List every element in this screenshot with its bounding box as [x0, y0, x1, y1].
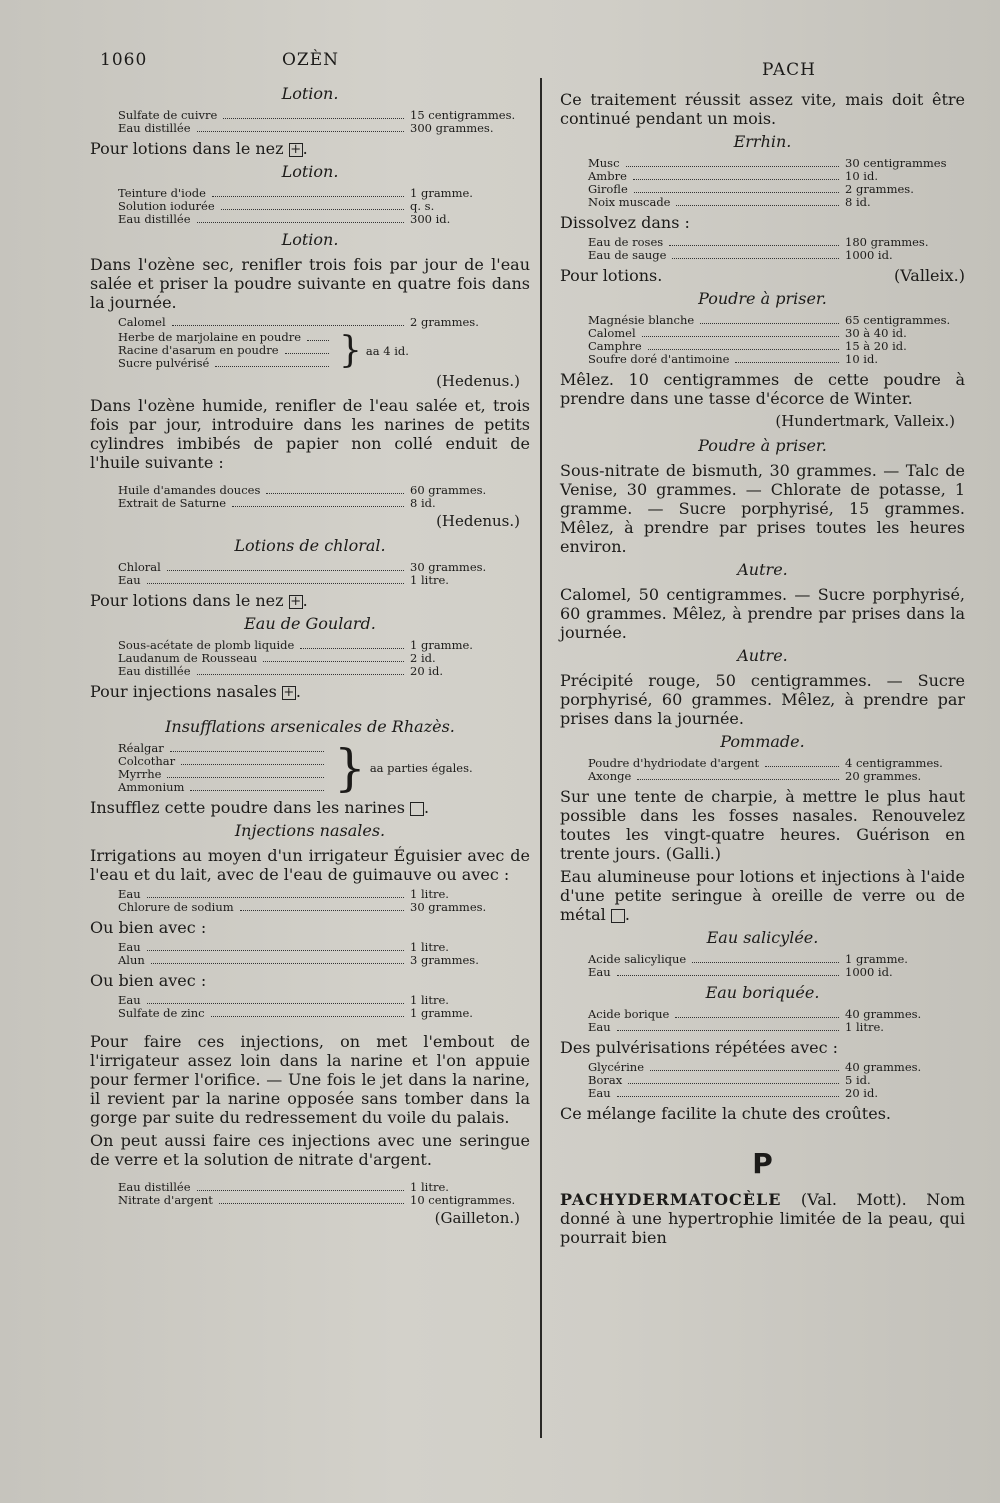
dot-leader	[650, 1070, 839, 1071]
dot-leader	[167, 777, 324, 778]
ingredient-qty: 300 id.	[410, 212, 451, 226]
dot-leader	[642, 336, 839, 337]
ingredient-name: Sous-acétate de plomb liquide	[118, 638, 295, 652]
paragraph: Ce mélange facilite la chute des croûtes.	[560, 1104, 891, 1123]
paragraph: On peut aussi faire ces injections avec une seringue de verre et la solution de nitrate d'argent.	[90, 1131, 530, 1169]
ingredient-qty: 1 litre.	[410, 940, 449, 954]
ingredient-name: Acide borique	[588, 1007, 670, 1021]
dot-leader	[672, 258, 839, 259]
ingredient-name: Sulfate de cuivre	[118, 108, 218, 122]
group-qty: aa 4 id.	[365, 343, 409, 358]
ingredient-qty: q. s.	[410, 199, 435, 213]
paragraph: Calomel, 50 centigrammes. — Sucre porphyrisé, 60 grammes. Mêlez, à prendre par prises dans la journée.	[560, 585, 965, 642]
recipe-title: Poudre à priser.	[698, 289, 827, 308]
entry-text: (Val. Mott). Nom donné à une hypertrophie limitée de la peau, qui pourrait bien	[560, 1190, 965, 1247]
dot-leader	[147, 1003, 404, 1004]
recipe-title: Eau de Goulard.	[244, 614, 376, 633]
recipe-list	[560, 314, 965, 366]
plus-box-symbol	[282, 686, 296, 700]
paragraph: Précipité rouge, 50 centigrammes. — Sucre porphyrisé, 60 grammes. Mêlez, à prendre par prises dans la journée.	[560, 671, 965, 728]
running-head-left: OZÈN	[282, 50, 340, 70]
ingredient-name: Calomel	[588, 326, 636, 340]
paragraph: Ou bien avec :	[90, 971, 207, 990]
plus-box-symbol	[289, 143, 303, 157]
recipe-title: Insufflations arsenicales de Rhazès.	[165, 717, 455, 736]
usage-note-text: Insufflez cette poudre dans les narines	[90, 798, 405, 817]
ingredient-qty: 2 grammes.	[845, 182, 914, 196]
ingredient-row	[90, 122, 530, 135]
recipe-list	[90, 1181, 530, 1207]
ingredient-row	[90, 316, 530, 329]
dot-leader	[633, 179, 839, 180]
dot-leader	[170, 751, 324, 752]
ingredient-name: Ammonium	[118, 780, 185, 794]
dot-leader	[232, 506, 404, 507]
ingredient-name: Eau distillée	[118, 1180, 191, 1194]
entry-headword: PACHYDERMATOCÈLE	[560, 1190, 782, 1209]
ingredient-name: Axonge	[588, 769, 632, 783]
ingredient-qty: 8 id.	[410, 496, 436, 510]
dot-leader	[637, 779, 839, 780]
recipe-list	[90, 639, 530, 678]
ingredient-name: Colcothar	[118, 754, 176, 768]
dot-leader	[190, 790, 324, 791]
ingredient-qty: 10 id.	[845, 352, 878, 366]
ingredient-name: Ambre	[588, 169, 627, 183]
dot-leader	[675, 1017, 839, 1018]
ingredient-group	[90, 739, 530, 797]
ingredient-name: Chlorure de sodium	[118, 900, 234, 914]
dot-leader	[634, 192, 839, 193]
dot-leader	[300, 648, 404, 649]
ingredient-qty: 1 gramme.	[410, 638, 473, 652]
section-title: Injections nasales.	[234, 821, 386, 840]
group-names	[90, 331, 335, 370]
ingredient-row	[560, 1008, 965, 1021]
paragraph: Mêlez. 10 centigrammes de cette poudre à prendre dans une tasse d'écorce de Winter.	[560, 370, 965, 408]
recipe-list	[560, 1008, 965, 1034]
dot-leader	[197, 1190, 404, 1191]
ingredient-name: Eau	[118, 993, 141, 1007]
ingredient-row	[560, 966, 965, 979]
ingredient-row	[90, 1194, 530, 1207]
ingredient-name: Eau	[588, 965, 611, 979]
ingredient-group	[90, 331, 530, 370]
right-column	[560, 80, 965, 1251]
dot-leader	[197, 674, 404, 675]
recipe-list	[90, 484, 530, 510]
usage-note-text: Pour lotions dans le nez	[90, 139, 284, 158]
dot-leader	[223, 118, 404, 119]
pour-lotions-text: Pour lotions.	[560, 266, 663, 285]
ingredient-qty: 2 grammes.	[410, 315, 479, 329]
dot-leader	[197, 222, 404, 223]
plus-box-symbol	[289, 595, 303, 609]
dot-leader	[307, 340, 329, 341]
ingredient-name: Glycérine	[588, 1060, 644, 1074]
ingredient-qty: 1 litre.	[410, 573, 449, 587]
ingredient-qty: 1 gramme.	[410, 186, 473, 200]
usage-note: Pour lotions dans le nez + .	[90, 139, 530, 158]
ingredient-name: Eau	[588, 1020, 611, 1034]
ingredient-qty: 40 grammes.	[845, 1060, 922, 1074]
ingredient-qty: 2 id.	[410, 651, 436, 665]
dot-leader	[676, 205, 839, 206]
ingredient-name: Solution iodurée	[118, 199, 215, 213]
ingredient-qty: 10 id.	[845, 169, 878, 183]
recipe-title: Lotion.	[281, 84, 339, 103]
recipe-title: Eau boriquée.	[705, 983, 820, 1002]
ingredient-name: Eau	[118, 940, 141, 954]
recipe-list	[560, 757, 965, 783]
ingredient-qty: 300 grammes.	[410, 121, 494, 135]
ingredient-name: Calomel	[118, 315, 166, 329]
dot-leader	[221, 209, 404, 210]
dot-leader	[240, 910, 404, 911]
ingredient-name: Nitrate d'argent	[118, 1193, 213, 1207]
ingredient-name: Eau de roses	[588, 235, 664, 249]
paragraph: Des pulvérisations répétées avec :	[560, 1038, 839, 1057]
ingredient-qty: 40 grammes.	[845, 1007, 922, 1021]
ingredient-qty: 1 litre.	[410, 887, 449, 901]
left-column	[90, 80, 530, 1233]
ingredient-row	[90, 574, 530, 587]
usage-note: Pour injections nasales + .	[90, 682, 530, 701]
ingredient-qty: 5 id.	[845, 1073, 871, 1087]
ingredient-qty: 20 id.	[845, 1086, 878, 1100]
recipe-list	[90, 994, 530, 1020]
ingredient-row	[560, 770, 965, 783]
ingredient-qty: 1 litre.	[410, 1180, 449, 1194]
dot-leader	[167, 570, 404, 571]
recipe-list	[90, 941, 530, 967]
paragraph: Dans l'ozène humide, renifler de l'eau salée et, trois fois par jour, introduire dans les narines de petits cylindres imbibés de papier non collé enduit de l'huile suivante :	[90, 396, 530, 472]
paragraph	[560, 787, 965, 863]
group-ingredient	[90, 357, 335, 370]
ingredient-qty: 4 centigrammes.	[845, 756, 943, 770]
recipe-title: Lotions de chloral.	[234, 536, 386, 555]
usage-note-text: Pour injections nasales	[90, 682, 277, 701]
dot-leader	[147, 950, 404, 951]
ingredient-qty: 180 grammes.	[845, 235, 929, 249]
ingredient-qty: 20 grammes.	[845, 769, 922, 783]
ingredient-qty: 1 gramme.	[410, 1006, 473, 1020]
ingredient-qty: 1000 id.	[845, 965, 893, 979]
ingredient-name: Alun	[118, 953, 145, 967]
ingredient-qty: 10 centigrammes.	[410, 1193, 516, 1207]
dot-leader	[628, 1083, 839, 1084]
ingredient-name: Eau distillée	[118, 212, 191, 226]
dot-leader	[147, 897, 404, 898]
ingredient-qty: 30 grammes.	[410, 900, 487, 914]
ingredient-name: Soufre doré d'antimoine	[588, 352, 730, 366]
dot-leader	[700, 323, 839, 324]
recipe-list	[560, 157, 965, 209]
ingredient-name: Acide salicylique	[588, 952, 687, 966]
recipe-list	[90, 561, 530, 587]
ingredient-row	[560, 1087, 965, 1100]
dot-leader	[617, 975, 839, 976]
ingredient-name: Racine d'asarum en poudre	[118, 343, 279, 357]
dot-leader	[212, 196, 404, 197]
ingredient-row	[90, 954, 530, 967]
ingredient-name: Eau	[118, 887, 141, 901]
square-box-symbol	[410, 802, 424, 816]
citation: (Hedenus.)	[436, 372, 520, 390]
usage-note: Pour lotions dans le nez + .	[90, 591, 530, 610]
square-box-symbol	[611, 909, 625, 923]
ingredient-row	[560, 953, 965, 966]
dot-leader	[285, 353, 329, 354]
ingredient-name: Eau	[118, 573, 141, 587]
ingredient-name: Réalgar	[118, 741, 164, 755]
ingredient-name: Magnésie blanche	[588, 313, 695, 327]
alumineuse-text: Eau alumineuse pour lotions et injections à l'aide d'une petite seringue à oreille de verre ou de métal	[560, 867, 965, 924]
ingredient-name: Girofle	[588, 182, 628, 196]
recipe-title: Poudre à priser.	[698, 436, 827, 455]
ingredient-qty: 1 litre.	[410, 993, 449, 1007]
dot-leader	[669, 245, 839, 246]
ingredient-name: Huile d'amandes douces	[118, 483, 261, 497]
ingredient-row	[560, 1021, 965, 1034]
recipe-list	[560, 1061, 965, 1100]
brace-symbol: }	[334, 739, 366, 797]
group-qty: aa parties égales.	[369, 761, 473, 775]
ingredient-qty: 15 centigrammes.	[410, 108, 516, 122]
dot-leader	[617, 1030, 839, 1031]
paragraph: Dissolvez dans :	[560, 213, 690, 232]
recipe-list	[90, 187, 530, 226]
dot-leader	[735, 362, 839, 363]
dot-leader	[263, 661, 404, 662]
citation: (Hundertmark, Valleix.)	[775, 412, 955, 430]
dictionary-entry	[560, 1190, 965, 1247]
ingredient-row	[560, 249, 965, 262]
ingredient-name: Eau distillée	[118, 664, 191, 678]
ingredient-qty: 1 gramme.	[845, 952, 908, 966]
column-divider	[540, 78, 542, 1438]
recipe-title: Errhin.	[733, 132, 792, 151]
ingredient-qty: 65 centigrammes.	[845, 313, 951, 327]
recipe-title: Eau salicylée.	[706, 928, 819, 947]
ingredient-name: Laudanum de Rousseau	[118, 651, 258, 665]
brace-symbol: }	[339, 329, 362, 371]
ingredient-name: Sulfate de zinc	[118, 1006, 205, 1020]
ingredient-qty: 60 grammes.	[410, 483, 487, 497]
paragraph: Ce traitement réussit assez vite, mais doit être continué pendant un mois.	[560, 90, 965, 128]
ingredient-name: Extrait de Saturne	[118, 496, 227, 510]
ingredient-qty: 8 id.	[845, 195, 871, 209]
recipe-title: Lotion.	[281, 162, 339, 181]
recipe-title: Autre.	[737, 560, 788, 579]
recipe-list	[90, 109, 530, 135]
citation: (Galli.)	[665, 844, 722, 863]
citation: (Valleix.)	[893, 266, 965, 285]
ingredient-name: Musc	[588, 156, 620, 170]
ingredient-name: Teinture d'iode	[118, 186, 206, 200]
paragraph: Dans l'ozène sec, renifler trois fois par jour de l'eau salée et priser la poudre suivante en quatre fois dans la journée.	[90, 255, 530, 312]
citation: (Hedenus.)	[436, 512, 520, 530]
recipe-title: Autre.	[737, 646, 788, 665]
ingredient-name: Borax	[588, 1073, 623, 1087]
ingredient-name: Poudre d'hydriodate d'argent	[588, 756, 760, 770]
dot-leader	[211, 1016, 404, 1017]
ingredient-row	[560, 353, 965, 366]
ingredient-name: Sucre pulvérisé	[118, 356, 210, 370]
recipe-list	[560, 236, 965, 262]
ingredient-qty: 30 à 40 id.	[845, 326, 907, 340]
dot-leader	[181, 764, 324, 765]
paragraph	[560, 266, 965, 285]
ingredient-qty: 1 litre.	[845, 1020, 884, 1034]
dot-leader	[648, 349, 839, 350]
ingredient-name: Myrrhe	[118, 767, 162, 781]
ingredient-row	[560, 196, 965, 209]
ingredient-name: Eau de sauge	[588, 248, 667, 262]
ingredient-qty: 20 id.	[410, 664, 443, 678]
recipe-list	[90, 888, 530, 914]
dot-leader	[172, 325, 404, 326]
usage-note: Insufflez cette poudre dans les narines .	[90, 798, 430, 817]
recipe-title: Pommade.	[720, 732, 805, 751]
paragraph: Pour faire ces injections, on met l'embout de l'irrigateur assez loin dans la narine et l'on appuie pour fermer l'orifice. — Une fois le jet dans la narine, il revient par la narine opposée sans tomber dans la gorge par suite du redressement du voile du palais.	[90, 1032, 530, 1127]
dot-leader	[197, 131, 404, 132]
group-names	[90, 742, 330, 794]
dot-leader	[617, 1096, 839, 1097]
ingredient-name: Camphre	[588, 339, 642, 353]
dot-leader	[215, 366, 329, 367]
ingredient-name: Chloral	[118, 560, 161, 574]
ingredient-row	[90, 1007, 530, 1020]
page-number: 1060	[100, 50, 148, 70]
paragraph: Ou bien avec :	[90, 918, 207, 937]
ingredient-qty: 15 à 20 id.	[845, 339, 907, 353]
usage-note-text: Pour lotions dans le nez	[90, 591, 284, 610]
ingredient-row	[90, 561, 530, 574]
paragraph: Eau alumineuse pour lotions et injections à l'aide d'une petite seringue à oreille de verre ou de métal .	[560, 867, 965, 924]
ingredient-name: Herbe de marjolaine en poudre	[118, 330, 302, 344]
dot-leader	[147, 583, 404, 584]
recipe-title: Lotion.	[281, 230, 339, 249]
ingredient-name: Noix muscade	[588, 195, 671, 209]
ingredient-row	[90, 901, 530, 914]
dot-leader	[151, 963, 404, 964]
group-ingredient	[90, 781, 330, 794]
ingredient-qty: 1000 id.	[845, 248, 893, 262]
ingredient-row	[560, 1074, 965, 1087]
ingredient-qty: 30 centigrammes	[845, 156, 947, 170]
ingredient-name: Eau distillée	[118, 121, 191, 135]
section-letter: P	[752, 1147, 773, 1180]
dot-leader	[626, 166, 839, 167]
ingredient-qty: 3 grammes.	[410, 953, 479, 967]
ingredient-name: Eau	[588, 1086, 611, 1100]
recipe-list	[560, 953, 965, 979]
dot-leader	[765, 766, 839, 767]
dot-leader	[219, 1203, 404, 1204]
ingredient-row	[90, 497, 530, 510]
ingredient-row	[90, 213, 530, 226]
paragraph: Sous-nitrate de bismuth, 30 grammes. — Talc de Venise, 30 grammes. — Chlorate de potasse, 1 gramme. — Sucre porphyrisé, 15 grammes. Mêlez, à prendre par prises toutes les heures environ.	[560, 461, 965, 556]
ingredient-row	[90, 665, 530, 678]
dot-leader	[692, 962, 839, 963]
ingredient-qty: 30 grammes.	[410, 560, 487, 574]
citation: (Gailleton.)	[434, 1209, 520, 1227]
charpie-text: Sur une tente de charpie, à mettre le plus haut possible dans les fosses nasales. Renouvelez toutes les vingt-quatre heures. Guérison en trente jours.	[560, 787, 965, 863]
running-head-right: PACH	[762, 60, 816, 80]
paragraph: Irrigations au moyen d'un irrigateur Éguisier avec de l'eau et du lait, avec de l'eau de guimauve ou avec :	[90, 846, 530, 884]
dot-leader	[266, 493, 404, 494]
